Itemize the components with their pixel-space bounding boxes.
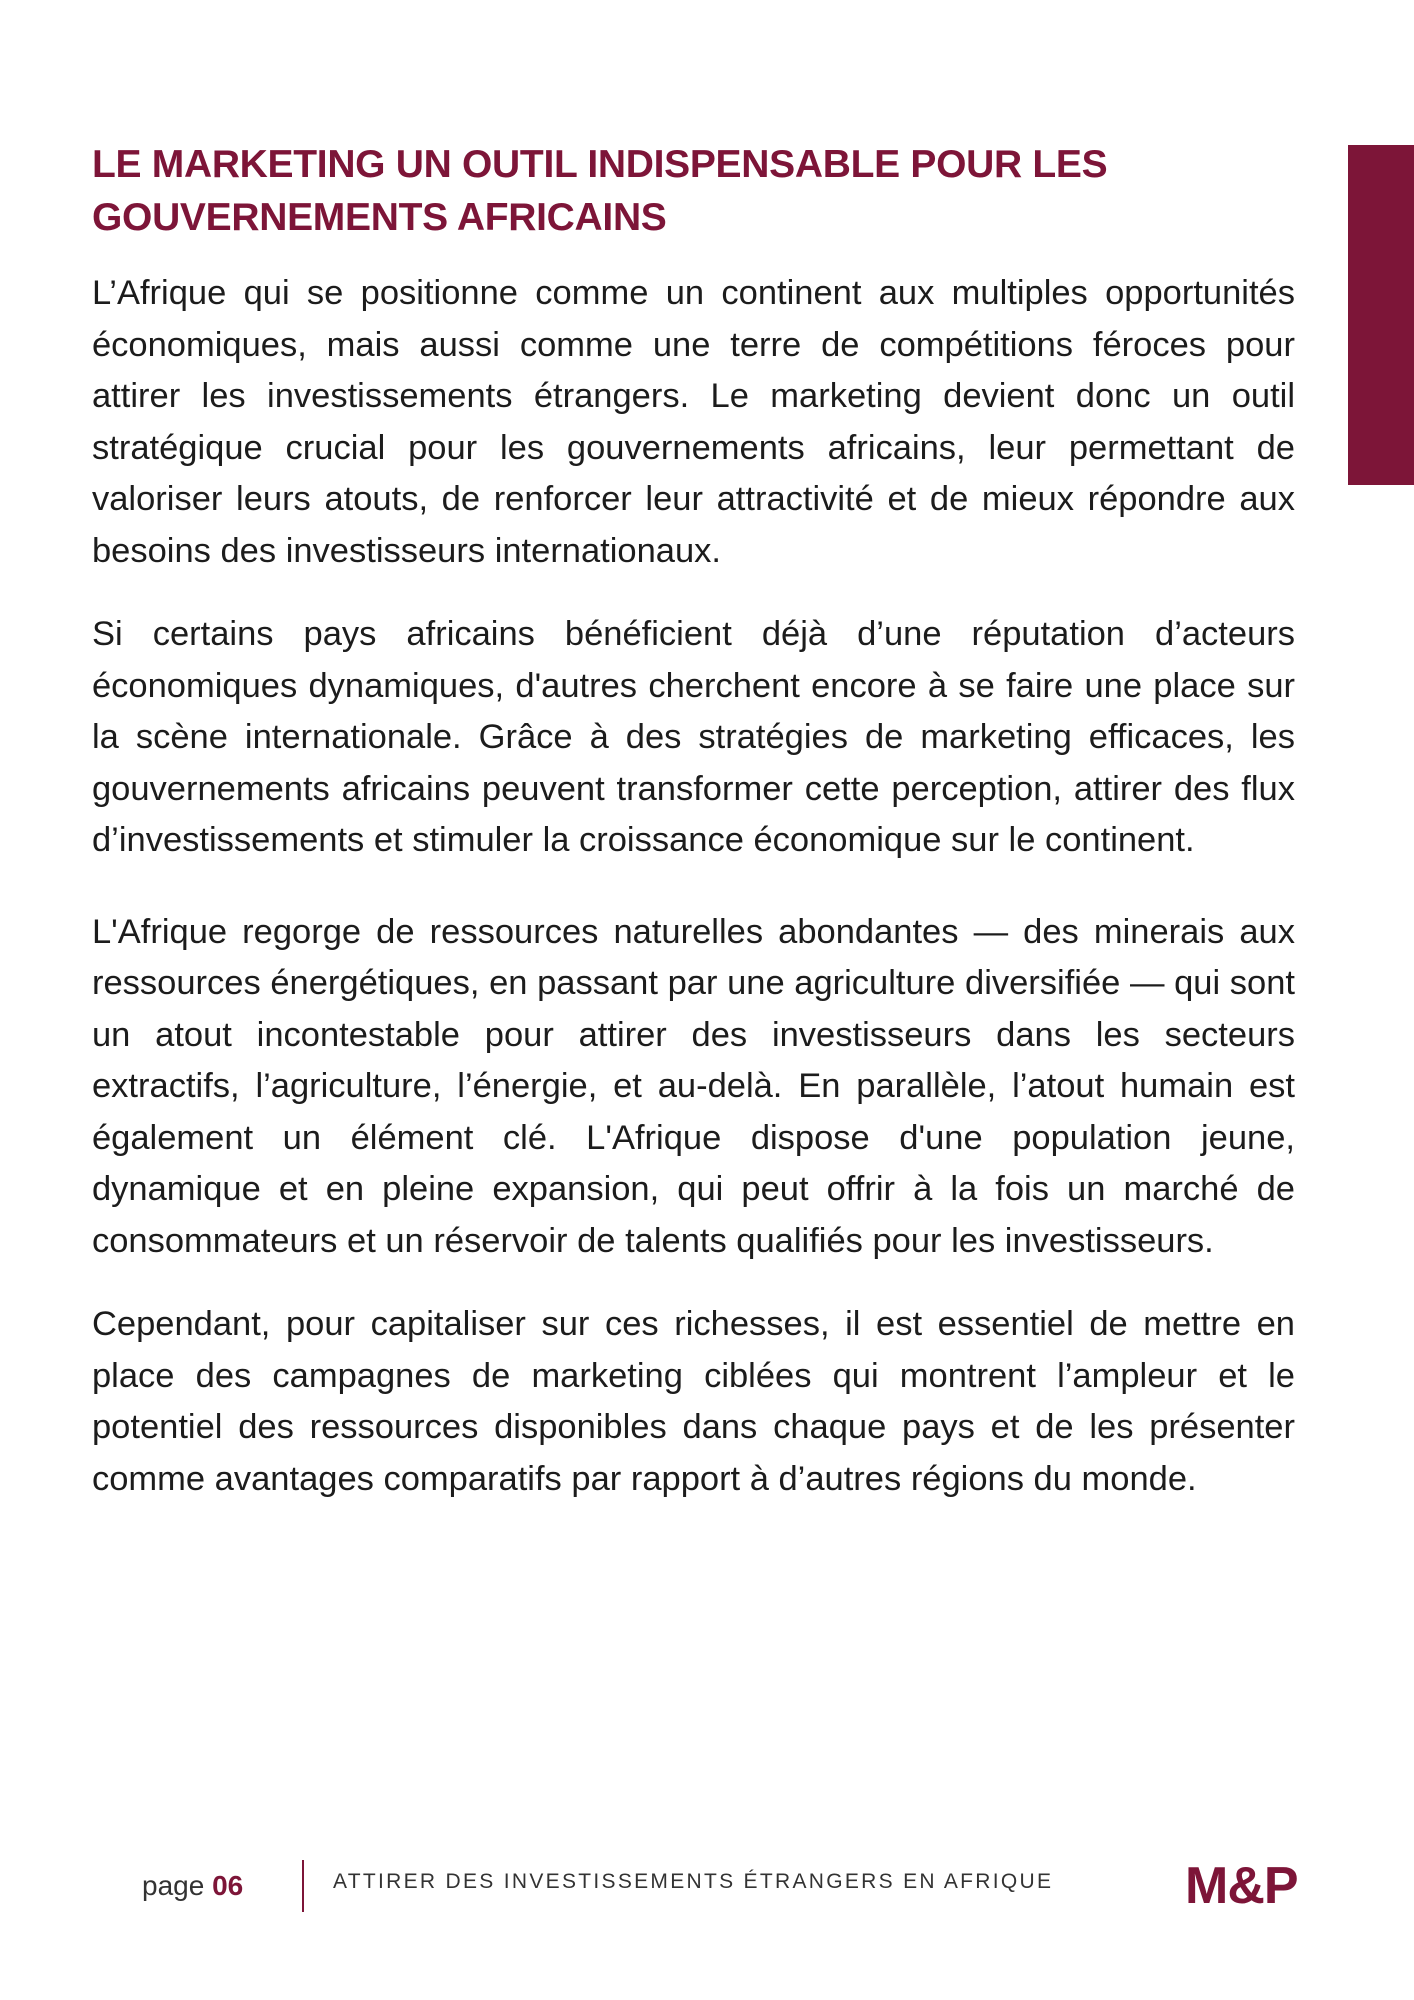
side-color-tab	[1348, 145, 1414, 485]
paragraph-intro: L’Afrique qui se positionne comme un continent aux multiples opportunités économiques, mais aussi comme une terre de compétitions féroces pour attirer les investissements étrangers. Le marketing devient donc un outil stratégique crucial pour les gouvernements africains, leur permettant de valoriser leurs atouts, de renforcer leur attractivité et de mieux répondre aux besoins des investisseurs internationaux.	[92, 274, 1295, 570]
footer-divider	[302, 1860, 304, 1912]
brand-logo: M&P	[1185, 1857, 1298, 1915]
paragraph-resources: L'Afrique regorge de ressources naturelles abondantes — des minerais aux ressources énergétiques, en passant par une agriculture diversifiée — qui sont un atout incontestable pour attirer des investisseurs dans les secteurs extractifs, l’agriculture, l’énergie, et au-delà. En parallèle, l’atout humain est également un élément clé. L'Afrique dispose d'une population jeune, dynamique et en pleine expansion, qui peut offrir à la fois un marché de consommateurs et un réservoir de talents qualifiés pour les investisseurs.	[92, 912, 1295, 1260]
page-label-text: page	[142, 1870, 213, 1901]
paragraph-campaigns: Cependant, pour capitaliser sur ces richesses, il est essentiel de mettre en place des campagnes de marketing ciblées qui montrent l’ampleur et le potentiel des ressources disponibles dans chaque pays et de les présenter comme avantages comparatifs par rapport à d’autres régions du monde.	[92, 1305, 1295, 1498]
page-footer	[0, 1857, 1414, 1920]
page-content	[92, 138, 1295, 1537]
section-heading: LE MARKETING UN OUTIL INDISPENSABLE POUR LES GOUVERNEMENTS AFRICAINS	[92, 143, 1108, 239]
page-number: 06	[212, 1870, 244, 1901]
page-indicator	[142, 1870, 243, 1902]
running-title: ATTIRER DES INVESTISSEMENTS ÉTRANGERS EN AFRIQUE	[333, 1870, 1054, 1893]
paragraph-reputation: Si certains pays africains bénéficient déjà d’une réputation d’acteurs économiques dynamiques, d'autres cherchent encore à se faire une place sur la scène internationale. Grâce à des stratégies de marketing efficaces, les gouvernements africains peuvent transformer cette perception, attirer des flux d’investissements et stimuler la croissance économique sur le continent.	[92, 615, 1295, 859]
